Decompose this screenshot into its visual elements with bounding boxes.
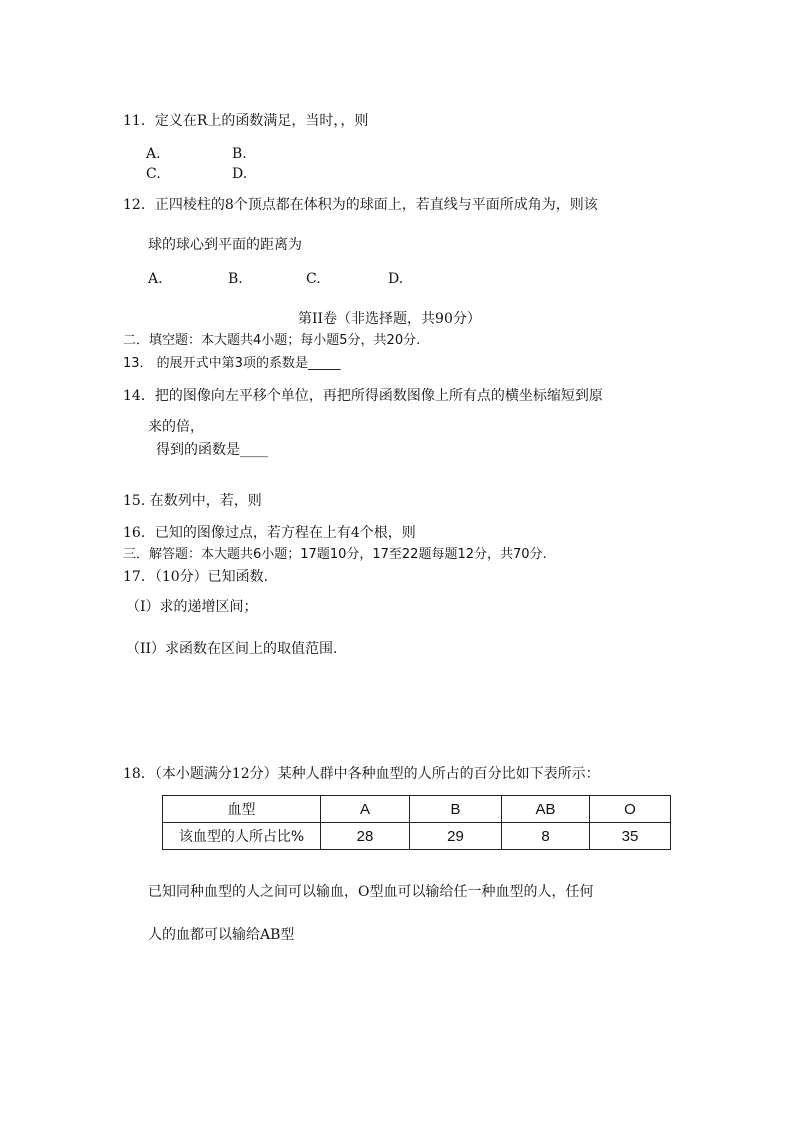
q12-line2: 球的球心到平面的距离为 xyxy=(148,237,302,253)
q11-stem: 11．定义在R上的函数满足，当时，，则 xyxy=(123,113,369,129)
q12-option-c: C. xyxy=(306,271,321,287)
q17-part2: （II）求函数在区间上的取值范围. xyxy=(126,641,338,657)
header-cell-b: B xyxy=(410,796,502,823)
value-o: 35 xyxy=(590,823,671,850)
q12-line1: 12．正四棱柱的8个顶点都在体积为的球面上，若直线与平面所成角为，则该 xyxy=(123,197,598,213)
value-ab: 8 xyxy=(502,823,590,850)
q18-stem: 18．（本小题满分12分）某种人群中各种血型的人所占的百分比如下表所示： xyxy=(123,766,600,782)
row-label: 该血型的人所占比% xyxy=(163,823,321,850)
q17-stem: 17．（10分）已知函数. xyxy=(123,569,269,585)
q18-para2: 人的血都可以输给AB型 xyxy=(148,927,295,943)
section-fill-in: 二．填空题：本大题共4小题；每小题5分，共20分. xyxy=(123,333,421,348)
header-cell-blood-type: 血型 xyxy=(163,796,321,823)
blood-type-table xyxy=(162,795,671,850)
q14-line2: 来的倍， xyxy=(148,419,204,435)
q14-line1: 14．把的图像向左平移个单位，再把所得函数图像上所有点的横坐标缩短到原 xyxy=(123,388,603,404)
q18-para1: 已知同种血型的人之间可以输血，O型血可以输给任一种血型的人，任何 xyxy=(148,884,594,900)
q16-text: 16．已知的图像过点，若方程在上有4个根，则 xyxy=(123,525,416,541)
q15-text: 15. 在数列中，若，则 xyxy=(123,493,262,509)
q12-option-d: D. xyxy=(388,271,404,287)
q11-option-b: B. xyxy=(232,146,247,162)
header-cell-o: O xyxy=(590,796,671,823)
value-a: 28 xyxy=(321,823,410,850)
q11-option-d: D. xyxy=(232,166,248,182)
q12-option-b: B. xyxy=(228,271,243,287)
q11-option-c: C. xyxy=(146,166,161,182)
table-row xyxy=(163,823,671,850)
q17-part1: （Ⅰ）求的递增区间； xyxy=(126,599,258,615)
header-cell-ab: AB xyxy=(502,796,590,823)
q13-text: 13． 的展开式中第3项的系数是_____ xyxy=(123,356,341,371)
q14-line3: 得到的函数是____ xyxy=(156,442,268,458)
q11-option-a: A. xyxy=(146,146,161,162)
header-cell-a: A xyxy=(321,796,410,823)
table-header-row xyxy=(163,796,671,823)
section-answer: 三．解答题：本大题共6小题；17题10分，17至22题每题12分，共70分. xyxy=(123,547,547,562)
value-b: 29 xyxy=(410,823,502,850)
part2-title: 第II卷（非选择题，共90分） xyxy=(298,311,481,327)
q12-option-a: A. xyxy=(148,271,163,287)
